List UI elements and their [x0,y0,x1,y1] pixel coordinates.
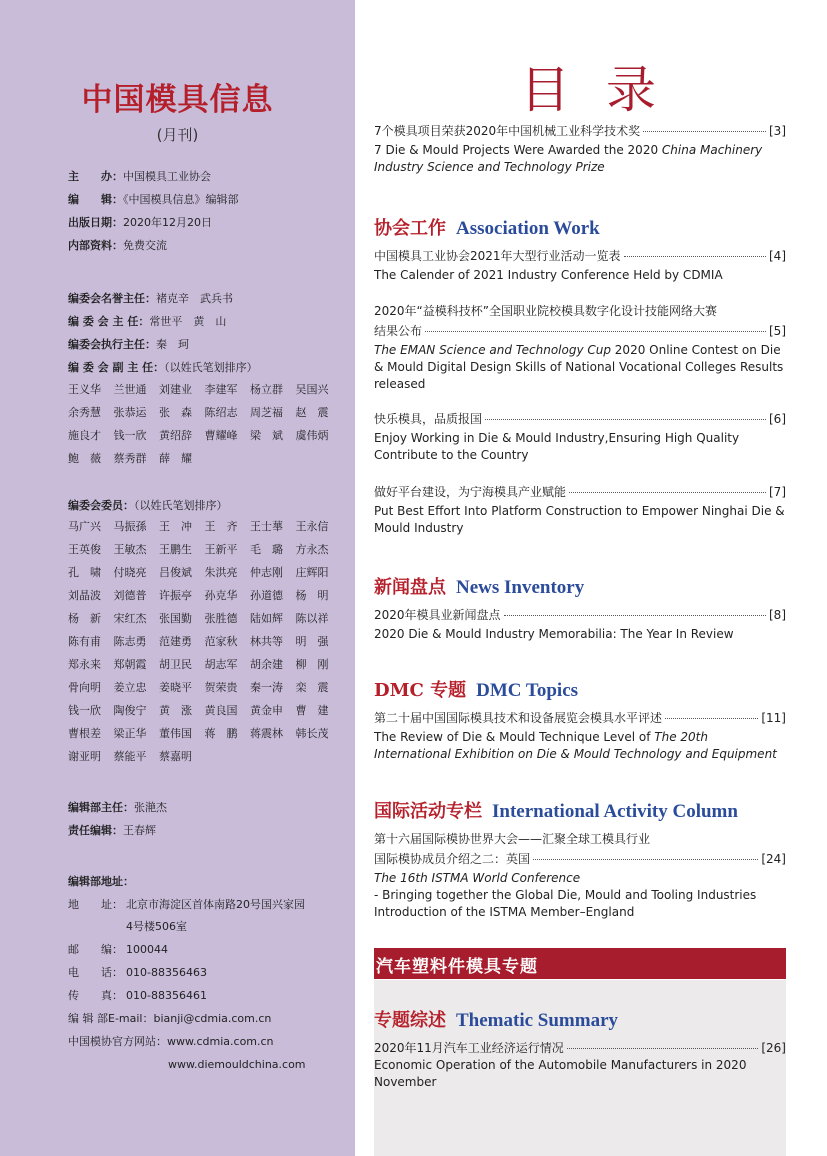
internal-value: 免费交流 [123,239,167,252]
resp-editor-label: 责任编辑： [68,824,123,837]
committee-name: 方永杰 [295,542,329,556]
committee-name: 马广兴 [68,519,101,533]
committee-name: 谢亚明 [68,749,101,763]
email-row [68,1012,271,1026]
toc-entry[interactable] [374,607,786,643]
section-zh: 专题综述 [374,1010,446,1031]
exec-row [68,338,189,352]
committee-name: 王敏杰 [113,542,147,556]
internal-row [68,239,167,253]
committee-name: 郑朝霞 [113,657,147,671]
entry-zh: 7个模具项目荣获2020年中国机械工业科学技术奖 [374,124,641,138]
committee-name: 王新平 [204,542,238,556]
section-heading-thematic [374,1006,786,1032]
committee-name: 栾 震 [295,680,329,694]
entry-en: Put Best Effort Into Platform Construction to Empower Ninghai Die & Mould Industry [374,504,785,535]
committee-name: 蒋 鹏 [204,726,238,740]
fax-value: 010-88356461 [126,989,207,1002]
section-en: Association Work [456,218,600,239]
committee-name: 张胜德 [204,611,238,625]
committee-name: 陈绍志 [204,405,238,419]
section-heading-association [374,214,786,240]
name-row [68,629,348,652]
name-row [68,744,348,767]
committee-name: 宋红杰 [113,611,147,625]
deputy-note: （以姓氏笔划排序） [164,361,258,374]
committee-name: 蒋震林 [250,726,283,740]
committee-name: 胡余建 [250,657,283,671]
entry-page: [8] [769,608,786,622]
members-row [68,499,228,513]
entry-en: The Calender of 2021 Industry Conference Held by CDMIA [374,268,723,282]
entry-en-italic: The EMAN Science and Technology Cup [374,343,611,357]
chief-editor-label: 编辑部主任： [68,801,134,814]
site-row [68,1035,274,1049]
committee-name: 王 冲 [159,519,192,533]
leader-dots [533,859,758,860]
entry-page: [24] [761,852,786,866]
honorary-value: 褚克辛 武兵书 [156,292,233,305]
committee-name: 姜晓平 [159,680,192,694]
committee-name: 蔡能平 [113,749,147,763]
committee-name: 张 森 [159,405,192,419]
entry-en: Enjoy Working in Die & Mould Industry,Ensuring High Quality Contribute to the Country [374,431,740,462]
entry-en [374,870,786,921]
section-en: News Inventory [456,577,585,598]
tel-label: 电 话： [68,966,123,979]
banner-label: 汽车塑料件模具专题 [376,957,538,977]
committee-name: 孙道德 [250,588,283,602]
entry-zh: 国际模协成员介绍之二：英国 [374,852,531,866]
toc-entry[interactable] [374,248,786,284]
committee-name: 毛 璐 [250,542,283,556]
entry-en-text: The Review of Die & Mould Technique Level of [374,730,655,744]
email-label: 编 辑 部E-mail： [68,1012,154,1025]
editor-value: 《中国模具信息》编辑部 [123,193,239,206]
committee-name: 朱洪亮 [204,565,238,579]
entry-zh: 第二十届中国国际模具技术和设备展览会模具水平评述 [374,711,663,725]
magazine-title: 中国模具信息 [81,82,274,118]
section-en: International Activity Column [492,801,738,822]
toc-entry[interactable] [374,303,786,393]
committee-name: 范家秋 [204,634,238,648]
deputy-label: 编 委 会 副 主 任： [68,361,165,374]
internal-label: 内部资料： [68,239,123,252]
committee-name: 王士蕐 [250,519,283,533]
committee-name: 马振孫 [113,519,147,533]
committee-name: 孙克华 [204,588,238,602]
committee-name: 庄辉阳 [295,565,329,579]
zip-row [68,943,168,957]
members-note: （以姓氏笔划排序） [134,499,228,512]
entry-page: [11] [761,711,786,725]
toc-entry[interactable] [374,831,786,921]
committee-name: 曹根差 [68,726,101,740]
address-line1: 北京市海淀区首体南路20号国兴家园 [126,898,305,911]
zip-value: 100044 [126,943,168,956]
section-zh: 国际活动专栏 [374,801,482,822]
entry-en-italic: The 16th ISTMA World Conference [374,871,581,885]
address-line2: 4号楼506室 [126,920,187,933]
host-row [68,170,211,184]
entry-en-italic: The 20th International Exhibition on Die & Mould Technology and Equipment [374,730,777,761]
committee-name: 张恭运 [113,405,147,419]
committee-name: 黄良国 [204,703,238,717]
members-label: 编委会委员： [68,499,134,512]
leader-dots [624,256,766,257]
committee-name: 吴国兴 [295,382,329,396]
entry-page: [26] [761,1041,786,1055]
committee-name: 付晓亮 [113,565,147,579]
committee-name: 董伟国 [159,726,192,740]
committee-name: 范建勇 [159,634,192,648]
name-row [68,400,348,423]
director-label: 编 委 会 主 任： [68,315,150,328]
committee-name: 韩长茂 [295,726,329,740]
leader-dots [567,1048,759,1049]
leader-dots [504,615,766,616]
entry-page: [7] [769,485,786,499]
name-row [68,423,348,446]
date-value: 2020年12月20日 [123,216,212,229]
address-row [68,898,305,912]
committee-name: 蔡嘉明 [159,749,192,763]
zip-label: 邮 编： [68,943,123,956]
entry-zh: 中国模具工业协会2021年大型行业活动一览表 [374,249,621,263]
entry-page: [3] [769,124,786,138]
committee-name: 张国勤 [159,611,192,625]
magazine-frequency: (月刊) [156,126,199,144]
name-row [68,721,348,744]
section-en: DMC Topics [476,680,579,701]
committee-name: 钱一欣 [113,428,147,442]
committee-name: 刘建业 [159,382,192,396]
entry-page: [4] [769,249,786,263]
deputy-row [68,361,258,375]
committee-name: 钱一欣 [68,703,101,717]
host-label: 主 办： [68,170,123,183]
committee-name: 余秀慧 [68,405,101,419]
entry-zh: 2020年11月汽车工业经济运行情况 [374,1041,564,1055]
entry-en: 2020 Die & Mould Industry Memorabilia: The Year In Review [374,627,734,641]
committee-name: 梁正华 [113,726,147,740]
committee-name: 吕俊斌 [159,565,192,579]
host-value: 中国模具工业协会 [123,170,211,183]
section-zh: DMC 专题 [374,680,467,701]
committee-name: 王英俊 [68,542,101,556]
section-zh: 协会工作 [374,218,446,239]
name-row [68,377,348,400]
leader-dots [569,492,766,493]
committee-name: 薛 耀 [159,451,192,465]
committee-name: 姜立忠 [113,680,147,694]
leader-dots [425,331,766,332]
committee-name: 林共等 [250,634,283,648]
committee-name: 明 强 [295,634,329,648]
name-row [68,446,348,469]
toc-entry[interactable] [374,411,786,464]
section-heading-dmc [374,676,786,702]
committee-name: 陈志勇 [113,634,147,648]
committee-name: 王永信 [295,519,329,533]
name-row [68,698,348,721]
committee-name: 陆如辉 [250,611,283,625]
site-label: 中国模协官方网站： [68,1035,167,1048]
committee-name: 柳 刚 [295,657,329,671]
entry-zh: 做好平台建设，为宁海模具产业赋能 [374,485,567,499]
committee-name: 黄金申 [250,703,283,717]
address-label: 地 址： [68,898,123,911]
leader-dots [643,131,766,132]
toc-entry[interactable] [374,1040,786,1091]
committee-name: 陶俊宁 [113,703,147,717]
chief-editor-value: 张滟杰 [134,801,167,814]
chief-editor-row [68,801,167,815]
committee-name: 秦一涛 [250,680,283,694]
committee-name: 郑永来 [68,657,101,671]
name-row [68,560,348,583]
section-zh: 新闻盘点 [374,577,446,598]
section-heading-news [374,573,786,599]
committee-name: 曹耀峰 [204,428,238,442]
committee-name: 陈以祥 [295,611,329,625]
committee-name: 赵 震 [295,405,329,419]
name-row [68,537,348,560]
entry-en-text: 2020 Online Contest on Die & Mould Digital Design Skills of National Vocational Colleges Results released [374,343,784,391]
section-heading-international [374,797,786,823]
committee-name: 曹 建 [295,703,329,717]
honorary-label: 编委会名誉主任： [68,292,156,305]
member-name-grid [68,514,348,767]
entry-zh: 快乐模具，品质报国 [374,412,483,426]
site-value: www.cdmia.com.cn [167,1035,274,1048]
committee-name: 陈有甫 [68,634,101,648]
committee-name: 骨向明 [68,680,101,694]
toc-entry[interactable] [374,123,786,176]
section-en: Thematic Summary [456,1010,619,1031]
site2-value: www.diemouldchina.com [168,1058,306,1071]
committee-name: 仲志刚 [250,565,283,579]
committee-name: 蔡秀群 [113,451,147,465]
committee-name: 李建军 [204,382,238,396]
fax-row [68,989,207,1003]
director-row [68,315,226,329]
committee-name: 刘晶波 [68,588,101,602]
committee-name: 孔 啸 [68,565,101,579]
topic-banner [374,948,786,979]
committee-name: 胡志军 [204,657,238,671]
director-value: 常世平 黄 山 [149,315,227,328]
resp-editor-row [68,824,156,838]
resp-editor-value: 王春辉 [123,824,156,837]
committee-name: 兰世通 [113,382,147,396]
entry-zh-pre: 2020年“益模科技杯”全国职业院校模具数字化设计技能网络大赛 [374,304,717,318]
committee-name: 鲍 薇 [68,451,101,465]
tel-row [68,966,207,980]
entry-en-italic: China Machinery Industry Science and Technology Prize [374,143,763,174]
entry-en [374,142,786,176]
committee-name: 王义华 [68,382,101,396]
committee-name: 黄绍辞 [159,428,192,442]
committee-name: 施良才 [68,428,101,442]
entry-zh: 2020年模具业新闻盘点 [374,608,501,622]
committee-name: 虞伟炳 [295,428,329,442]
leader-dots [665,718,758,719]
exec-value: 秦 珂 [156,338,189,351]
name-row [68,652,348,675]
committee-name: 贺荣贵 [204,680,238,694]
date-row [68,216,212,230]
toc-title: 目录 [520,61,692,119]
entry-en [374,729,786,763]
email-value: bianji@cdmia.com.cn [153,1012,272,1025]
committee-name: 周芝福 [250,405,283,419]
deputy-name-grid [68,377,348,469]
entry-en-text: 7 Die & Mould Projects Were Awarded the 2020 [374,143,662,157]
committee-name: 杨立群 [250,382,283,396]
honorary-row [68,292,233,306]
entry-page: [6] [769,412,786,426]
entry-en-text: - Bringing together the Global Die, Mould and Tooling Industries Introduction of the ISTMA Member–England [374,888,757,919]
name-row [68,583,348,606]
committee-name: 王鹏生 [159,542,192,556]
committee-name: 王 齐 [204,519,238,533]
contact-heading: 编辑部地址： [68,875,134,888]
editor-row [68,193,239,207]
toc-entry[interactable] [374,484,786,537]
committee-name: 许振亭 [159,588,192,602]
toc-entry[interactable] [374,710,786,763]
editor-label: 编 辑： [68,193,123,206]
leader-dots [485,419,766,420]
committee-name: 梁 斌 [250,428,283,442]
name-row [68,606,348,629]
committee-name: 刘德普 [113,588,147,602]
entry-page: [5] [769,324,786,338]
fax-label: 传 真： [68,989,123,1002]
exec-label: 编委会执行主任： [68,338,156,351]
tel-value: 010-88356463 [126,966,207,979]
committee-name: 杨 明 [295,588,329,602]
committee-name: 黄 涨 [159,703,192,717]
committee-name: 杨 新 [68,611,101,625]
name-row [68,675,348,698]
entry-en: Economic Operation of the Automobile Manufacturers in 2020 November [374,1058,747,1089]
entry-zh: 结果公布 [374,324,423,338]
entry-zh-pre: 第十六届国际模协世界大会——汇聚全球工模具行业 [374,832,651,846]
entry-en [374,342,786,393]
committee-name: 胡卫民 [159,657,192,671]
date-label: 出版日期： [68,216,123,229]
name-row [68,514,348,537]
